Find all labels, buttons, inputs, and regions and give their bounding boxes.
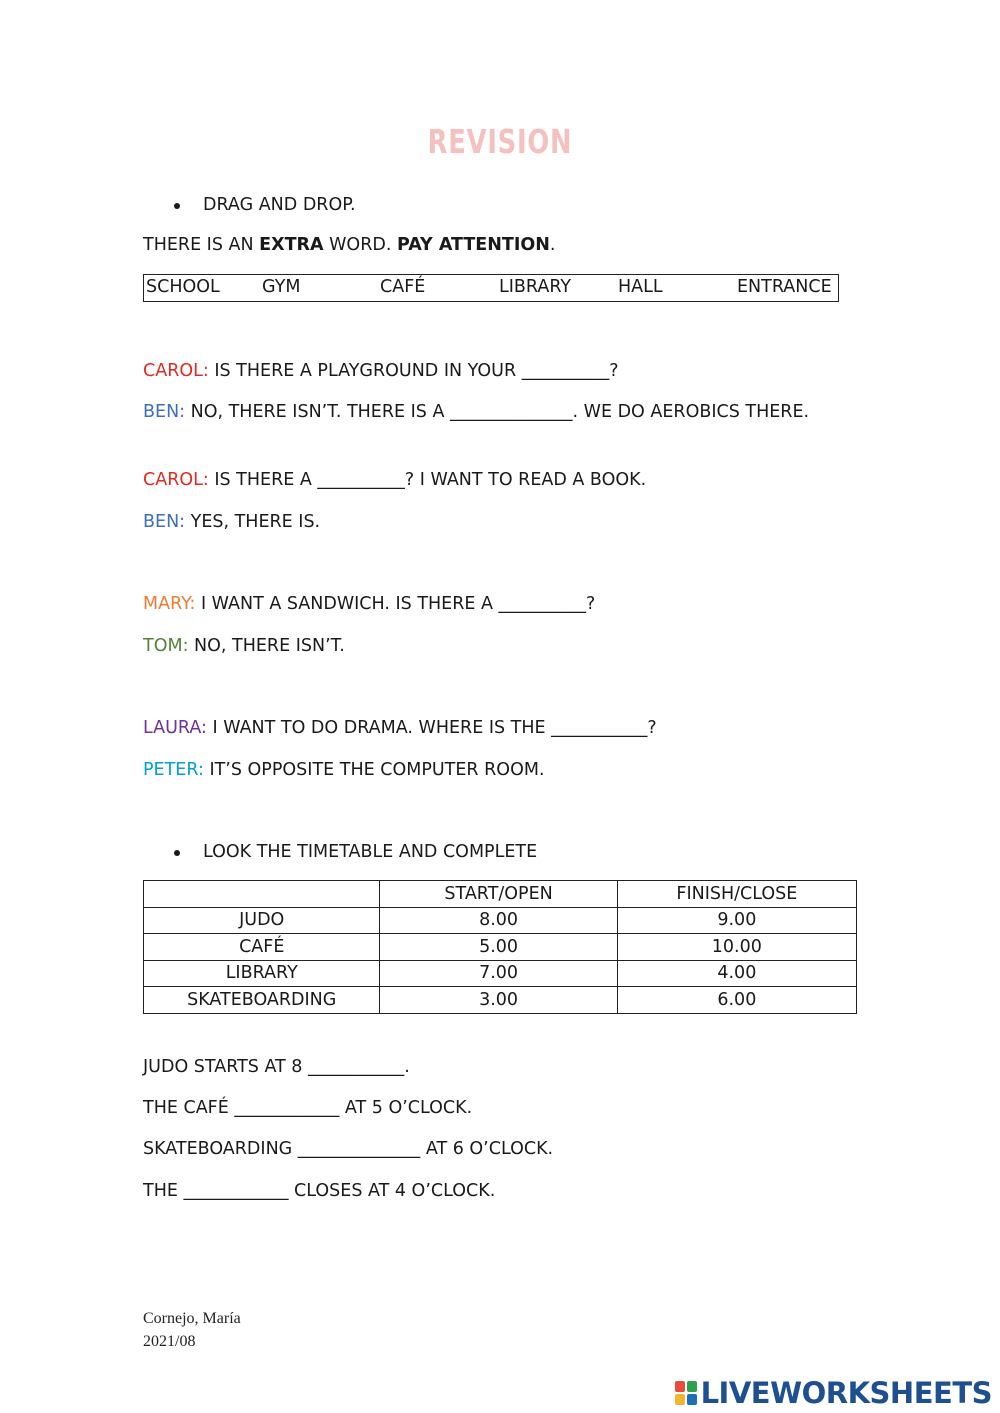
dialogue-text: NO, THERE ISN’T. [188, 636, 345, 656]
table-cell: 5.00 [380, 934, 617, 961]
dialogue-line [143, 757, 843, 784]
table-row [144, 934, 857, 961]
sentence-line: JUDO STARTS AT 8 ___________. [143, 1057, 410, 1077]
speaker-name: CAROL: [143, 361, 209, 381]
section1-instruction: DRAG AND DROP. [203, 195, 356, 215]
dialogue-text: NO, THERE ISN’T. THERE IS A ______________. WE DO AEROBICS THERE. [185, 402, 810, 422]
speaker-name: MARY: [143, 594, 196, 614]
liveworksheets-logo[interactable] [675, 1376, 992, 1410]
dialogue-text: I WANT A SANDWICH. IS THERE A __________? [195, 594, 596, 614]
word-bank-item[interactable]: HALL [618, 277, 663, 297]
dialogue-text: YES, THERE IS. [185, 512, 321, 532]
dialogue-line [143, 715, 843, 742]
table-cell: CAFÉ [144, 934, 380, 961]
table-cell: 4.00 [617, 960, 856, 987]
word-bank-item[interactable]: GYM [262, 277, 301, 297]
note-bold-extra: EXTRA [259, 235, 324, 255]
dialogue-text: IT’S OPPOSITE THE COMPUTER ROOM. [203, 760, 545, 780]
speaker-name: LAURA: [143, 718, 207, 738]
sentence-line: SKATEBOARDING ______________ AT 6 O’CLOCK. [143, 1139, 554, 1159]
dialogue-line [143, 633, 843, 660]
dialogue-line [143, 358, 843, 385]
page-title: REVISION [427, 122, 573, 161]
brand-logo-tile [675, 1381, 685, 1392]
note-bold-attention: PAY ATTENTION [396, 235, 550, 255]
brand-logo-tile [687, 1381, 697, 1392]
speaker-name: TOM: [143, 636, 189, 656]
table-header-cell: START/OPEN [380, 881, 617, 908]
table-cell: 3.00 [380, 987, 617, 1014]
speaker-name: BEN: [143, 512, 186, 532]
speaker-name: BEN: [143, 402, 186, 422]
table-cell: 7.00 [380, 960, 617, 987]
word-bank-item[interactable]: LIBRARY [499, 277, 572, 297]
dialogue-line [143, 399, 843, 426]
footer-date: 2021/08 [143, 1333, 196, 1350]
table-header-cell: FINISH/CLOSE [617, 881, 856, 908]
word-bank-item[interactable]: SCHOOL [146, 277, 220, 297]
note-text: THERE IS AN [143, 235, 260, 255]
sentence-line: THE ____________ CLOSES AT 4 O’CLOCK. [143, 1181, 496, 1201]
table-cell: 9.00 [617, 907, 856, 934]
dialogue-text: IS THERE A __________? I WANT TO READ A BOOK. [208, 470, 647, 490]
table-cell: 10.00 [617, 934, 856, 961]
extra-word-note [143, 235, 555, 255]
note-text: WORD. [323, 235, 397, 255]
brand-logo-icon [675, 1381, 697, 1405]
speaker-name: CAROL: [143, 470, 209, 490]
section2-instruction: LOOK THE TIMETABLE AND COMPLETE [203, 842, 538, 862]
table-cell: JUDO [144, 907, 380, 934]
table-cell: LIBRARY [144, 960, 380, 987]
bullet-icon [174, 203, 180, 209]
table-row [144, 987, 857, 1014]
footer-author: Cornejo, María [143, 1310, 241, 1327]
word-bank [143, 274, 839, 302]
brand-name: LIVEWORKSHEETS [700, 1376, 992, 1410]
brand-logo-tile [687, 1394, 697, 1405]
table-row [144, 960, 857, 987]
speaker-name: PETER: [143, 760, 204, 780]
table-cell: SKATEBOARDING [144, 987, 380, 1014]
table-cell: 8.00 [380, 907, 617, 934]
word-bank-item[interactable]: ENTRANCE [737, 277, 832, 297]
timetable [143, 880, 857, 1014]
table-header-cell [144, 881, 380, 908]
bullet-icon [174, 850, 180, 856]
dialogue-text: IS THERE A PLAYGROUND IN YOUR __________? [208, 361, 619, 381]
dialogue-line [143, 591, 843, 618]
word-bank-item[interactable]: CAFÉ [380, 277, 426, 297]
table-cell: 6.00 [617, 987, 856, 1014]
table-row [144, 907, 857, 934]
dialogue-line [143, 509, 843, 536]
dialogue-text: I WANT TO DO DRAMA. WHERE IS THE ___________? [206, 718, 657, 738]
dialogue-line [143, 467, 843, 494]
sentence-line: THE CAFÉ ____________ AT 5 O’CLOCK. [143, 1098, 473, 1118]
table-header-row [144, 881, 857, 908]
note-text: . [549, 235, 556, 255]
brand-logo-tile [675, 1394, 685, 1405]
